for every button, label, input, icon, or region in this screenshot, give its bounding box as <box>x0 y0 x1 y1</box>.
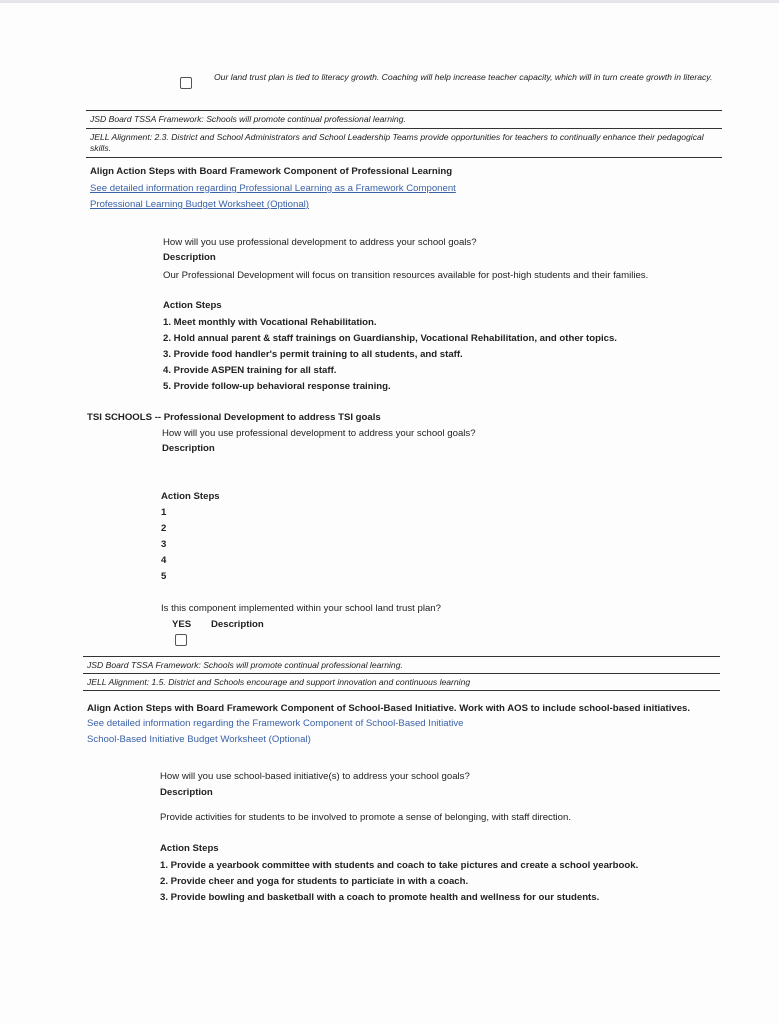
implemented-yes-checkbox[interactable] <box>175 634 187 646</box>
action-steps-label: Action Steps <box>163 300 222 311</box>
professional-learning-budget-link[interactable]: Professional Learning Budget Worksheet (Optional) <box>90 199 310 210</box>
yes-label: YES <box>172 619 192 630</box>
divider <box>83 656 720 657</box>
divider <box>83 690 720 691</box>
list-item: 2. Hold annual parent & staff trainings on Guardianship, Vocational Rehabilitation, and other topics. <box>163 333 617 344</box>
list-item: 4. Provide ASPEN training for all staff. <box>163 365 337 376</box>
divider <box>86 110 722 111</box>
list-item: 2 <box>161 523 167 535</box>
list-item: 1. Provide a yearbook committee with students and coach to take pictures and create a school yearbook. <box>160 860 639 871</box>
description-label: Description <box>163 252 216 263</box>
tsi-heading: TSI SCHOOLS -- Professional Development to address TSI goals <box>87 412 381 423</box>
page-top-edge <box>0 0 779 3</box>
list-item: 1 <box>161 507 167 518</box>
list-item: 4 <box>161 555 167 567</box>
professional-learning-info-link[interactable]: See detailed information regarding Professional Learning as a Framework Component <box>90 183 456 194</box>
alignment-text: JELL Alignment: 2.3. District and School Administrators and School Leadership Teams provide opportunities for teachers to continually enhance their pedagogical skills. <box>90 132 704 153</box>
divider <box>86 157 722 158</box>
tsi-action-steps-list <box>161 507 166 587</box>
divider <box>86 128 722 129</box>
description-column-label: Description <box>211 619 264 630</box>
description-label: Description <box>160 787 213 798</box>
section-heading: Align Action Steps with Board Framework Component of School-Based Initiative. Work with AOS to include school-based initiatives. <box>87 703 691 714</box>
list-item: 2. Provide cheer and yoga for students to particiate in with a coach. <box>160 876 469 887</box>
school-based-initiative-info-link[interactable]: See detailed information regarding the Framework Component of School-Based Initiative <box>87 718 464 729</box>
list-item: 3. Provide food handler's permit training to all students, and staff. <box>163 349 463 360</box>
description-text: Provide activities for students to be involved to promote a sense of belonging, with staff direction. <box>160 812 571 823</box>
list-item: 3 <box>161 539 167 551</box>
action-steps-list <box>163 317 617 397</box>
school-based-initiative-budget-link[interactable]: School-Based Initiative Budget Worksheet (Optional) <box>87 734 311 745</box>
framework-text: JSD Board TSSA Framework: Schools will promote continual professional learning. <box>90 114 406 124</box>
alignment-text: JELL Alignment: 1.5. District and Schools encourage and support innovation and continuous learning <box>87 677 471 687</box>
description-text: Our Professional Development will focus on transition resources available for post-high students and their families. <box>163 270 649 281</box>
section-heading: Align Action Steps with Board Framework Component of Professional Learning <box>90 166 453 177</box>
list-item: 5 <box>161 571 167 583</box>
action-steps-label: Action Steps <box>160 843 219 854</box>
divider <box>83 673 720 674</box>
action-steps-list <box>160 860 638 908</box>
list-item: 1. Meet monthly with Vocational Rehabilitation. <box>163 317 377 328</box>
trust-plan-note: Our land trust plan is tied to literacy growth. Coaching will help increase teacher capacity, which will in turn create growth in literacy. <box>214 72 713 82</box>
list-item: 3. Provide bowling and basketball with a coach to promote health and wellness for our students. <box>160 892 600 903</box>
sbi-question: How will you use school-based initiative(s) to address your school goals? <box>160 771 470 782</box>
tsi-description-label: Description <box>162 443 215 454</box>
implemented-question: Is this component implemented within your school land trust plan? <box>161 603 441 614</box>
tsi-action-steps-label: Action Steps <box>161 491 220 502</box>
pd-question: How will you use professional development to address your school goals? <box>163 237 477 248</box>
tsi-question: How will you use professional development to address your school goals? <box>162 428 476 439</box>
list-item: 5. Provide follow-up behavioral response training. <box>163 381 391 392</box>
framework-text: JSD Board TSSA Framework: Schools will promote continual professional learning. <box>87 660 403 670</box>
trust-plan-checkbox[interactable] <box>180 77 192 89</box>
